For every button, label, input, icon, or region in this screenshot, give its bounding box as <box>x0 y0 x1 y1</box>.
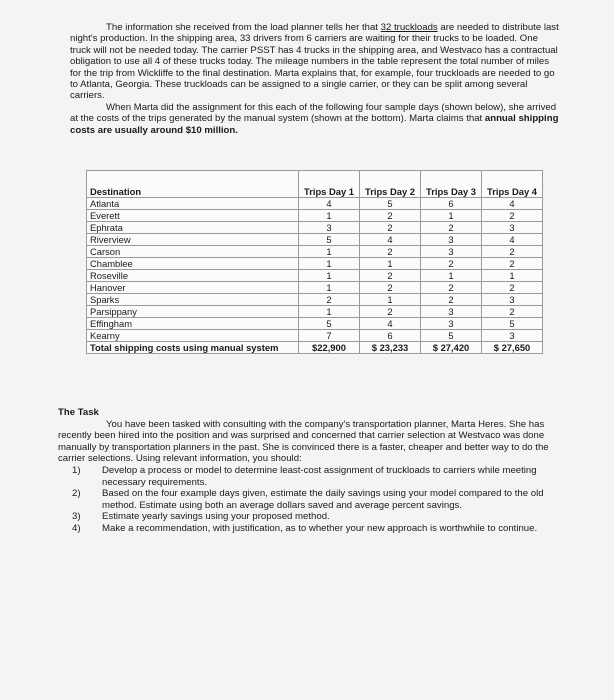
step-number: 2) <box>72 488 81 500</box>
cell-trips-day-1: 3 <box>299 222 360 234</box>
table-row <box>87 270 543 282</box>
cell-trips-day-4: 2 <box>482 282 543 294</box>
cell-destination: Everett <box>87 210 299 222</box>
total-day-2: $ 23,233 <box>360 342 421 354</box>
cell-trips-day-3: 3 <box>421 234 482 246</box>
cell-trips-day-2: 6 <box>360 330 421 342</box>
total-label: Total shipping costs using manual system <box>87 342 299 354</box>
table-total-row <box>87 342 543 354</box>
cell-destination: Roseville <box>87 270 299 282</box>
intro-p2-bold: annual shipping costs are usually around $10 million. <box>70 113 559 136</box>
task-step <box>72 488 558 511</box>
cell-trips-day-4: 2 <box>482 306 543 318</box>
cell-trips-day-3: 1 <box>421 210 482 222</box>
cell-trips-day-2: 1 <box>360 294 421 306</box>
cell-trips-day-3: 3 <box>421 306 482 318</box>
cell-destination: Kearny <box>87 330 299 342</box>
table-row <box>87 318 543 330</box>
cell-destination: Effingham <box>87 318 299 330</box>
total-day-3: $ 27,420 <box>421 342 482 354</box>
task-step <box>72 465 558 488</box>
task-title: The Task <box>58 407 99 418</box>
intro-p2-start: When Marta did the assignment for this each of the following four sample days (shown below), she arrived at the costs of the trips generated by the manual system (shown at the bottom). Marta claims that <box>70 101 557 125</box>
cell-trips-day-3: 6 <box>421 198 482 210</box>
cell-trips-day-2: 5 <box>360 198 421 210</box>
cell-trips-day-4: 2 <box>482 246 543 258</box>
cell-trips-day-3: 2 <box>421 282 482 294</box>
cell-trips-day-1: 1 <box>299 270 360 282</box>
task-step <box>72 523 558 535</box>
step-text: Develop a process or model to determine least-cost assignment of truckloads to carriers while meeting necessary requirements. <box>102 464 537 488</box>
cell-trips-day-1: 5 <box>299 234 360 246</box>
intro-paragraph-2 <box>70 102 560 136</box>
cell-trips-day-3: 3 <box>421 246 482 258</box>
table-row <box>87 294 543 306</box>
cell-trips-day-4: 1 <box>482 270 543 282</box>
cell-destination: Ephrata <box>87 222 299 234</box>
table-header-row <box>87 171 543 198</box>
cell-trips-day-1: 7 <box>299 330 360 342</box>
intro-p1-underlined: 32 truckloads <box>380 22 438 33</box>
step-number: 1) <box>72 464 81 476</box>
intro-p1-rest: are needed to distribute last night's production. In the shipping area, 33 drivers from 6 carriers are waiting for their trucks to be loaded. One truck will not be needed today. The carrier PSST has 4 trucks in the shipping area, and Westvaco has a contractual obligation to use all 4 of these trucks today. The mileage numbers in the table represent the total number of miles for the trip from Wickliffe to the final destination. Marta explains that, for example, four truckloads are needed to go to Atlanta, Georgia. These truckloads can be assigned to a single carrier, or they can be split among several carriers. <box>70 22 559 102</box>
cell-trips-day-2: 1 <box>360 258 421 270</box>
cell-trips-day-4: 2 <box>482 210 543 222</box>
cell-trips-day-3: 2 <box>421 294 482 306</box>
header-day-1: Trips Day 1 <box>299 171 360 198</box>
step-text: Estimate yearly savings using your proposed method. <box>102 511 330 523</box>
table-row <box>87 222 543 234</box>
intro-p1-start: The information she received from the load planner tells her that <box>106 22 381 33</box>
table-row <box>87 198 543 210</box>
cell-destination: Sparks <box>87 294 299 306</box>
cell-trips-day-4: 3 <box>482 294 543 306</box>
cell-trips-day-3: 2 <box>421 258 482 270</box>
cell-trips-day-3: 1 <box>421 270 482 282</box>
step-number: 4) <box>72 522 81 534</box>
cell-destination: Parsippany <box>87 306 299 318</box>
header-destination: Destination <box>87 171 299 198</box>
cell-trips-day-1: 1 <box>299 306 360 318</box>
cell-trips-day-2: 2 <box>360 222 421 234</box>
header-day-2: Trips Day 2 <box>360 171 421 198</box>
table-row <box>87 330 543 342</box>
table-row <box>87 210 543 222</box>
cell-trips-day-2: 2 <box>360 270 421 282</box>
task-steps-list <box>58 465 558 535</box>
task-step <box>72 511 558 523</box>
cell-trips-day-1: 1 <box>299 210 360 222</box>
header-day-4: Trips Day 4 <box>482 171 543 198</box>
header-day-3: Trips Day 3 <box>421 171 482 198</box>
cell-trips-day-4: 3 <box>482 330 543 342</box>
cell-trips-day-2: 4 <box>360 234 421 246</box>
cell-destination: Chamblee <box>87 258 299 270</box>
cell-trips-day-1: 1 <box>299 246 360 258</box>
table-row <box>87 282 543 294</box>
cell-trips-day-1: 1 <box>299 282 360 294</box>
cell-trips-day-2: 4 <box>360 318 421 330</box>
cell-destination: Riverview <box>87 234 299 246</box>
cell-destination: Atlanta <box>87 198 299 210</box>
cell-trips-day-3: 2 <box>421 222 482 234</box>
step-text: Make a recommendation, with justification, as to whether your new approach is worthwhile to continue. <box>102 522 538 534</box>
cell-trips-day-2: 2 <box>360 246 421 258</box>
cell-trips-day-1: 4 <box>299 198 360 210</box>
cell-trips-day-2: 2 <box>360 306 421 318</box>
cell-trips-day-2: 2 <box>360 210 421 222</box>
trips-table <box>86 170 543 354</box>
intro-paragraph-1 <box>70 22 560 102</box>
total-day-1: $22,900 <box>299 342 360 354</box>
cell-trips-day-4: 4 <box>482 198 543 210</box>
table-row <box>87 234 543 246</box>
cell-trips-day-4: 3 <box>482 222 543 234</box>
cell-trips-day-4: 5 <box>482 318 543 330</box>
step-text: Based on the four example days given, estimate the daily savings using your model compared to the old method. Estimate using both an average dollars saved and average percent savings. <box>102 488 544 511</box>
table-row <box>87 306 543 318</box>
table-row <box>87 258 543 270</box>
cell-trips-day-4: 2 <box>482 258 543 270</box>
task-section <box>58 407 558 535</box>
task-paragraph: You have been tasked with consulting with the company's transportation planner, Marta Heres. She has recently been hired into the position and was surprised and concerned that carrier selection at Westvaco was done manually by transportation planners in the past. She is convinced there is a faster, cheaper and better way to do the carrier selections. Using relevant information, you should: <box>58 418 549 465</box>
cell-trips-day-4: 4 <box>482 234 543 246</box>
cell-destination: Carson <box>87 246 299 258</box>
cell-trips-day-3: 5 <box>421 330 482 342</box>
table-row <box>87 246 543 258</box>
cell-trips-day-1: 5 <box>299 318 360 330</box>
cell-trips-day-1: 1 <box>299 258 360 270</box>
step-number: 3) <box>72 511 81 523</box>
table-body <box>87 198 543 342</box>
intro-text <box>70 22 560 136</box>
total-day-4: $ 27,650 <box>482 342 543 354</box>
cell-trips-day-3: 3 <box>421 318 482 330</box>
cell-destination: Hanover <box>87 282 299 294</box>
cell-trips-day-2: 2 <box>360 282 421 294</box>
cell-trips-day-1: 2 <box>299 294 360 306</box>
